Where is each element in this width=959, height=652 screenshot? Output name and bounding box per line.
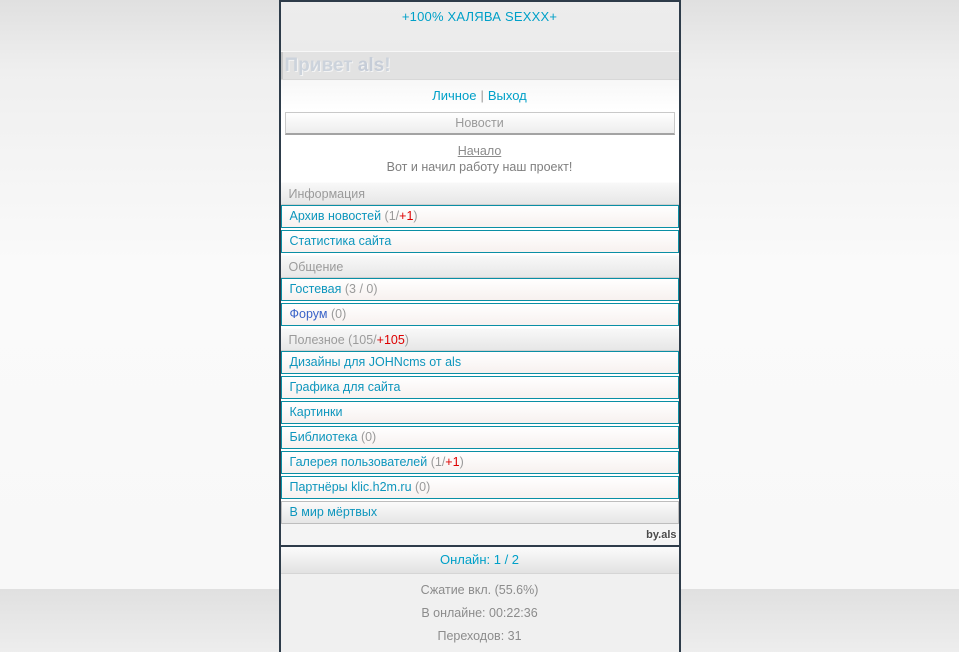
stat-online-time: В онлайне: 00:22:36 bbox=[421, 606, 538, 620]
news-post-body: Вот и начил работу наш проект! bbox=[386, 160, 573, 174]
section-header-useful: Полезное (105/+105) bbox=[281, 328, 679, 351]
stat-page-views: Переходов: 31 bbox=[437, 629, 522, 643]
site-header bbox=[281, 0, 679, 51]
main-content bbox=[281, 80, 679, 524]
username: als bbox=[357, 55, 385, 76]
news-post bbox=[281, 138, 679, 182]
menu-link-guestbook[interactable]: Гостевая (3 / 0) bbox=[281, 278, 679, 301]
credit-line bbox=[281, 524, 679, 545]
menu-link-johncms-designs[interactable]: Дизайны для JOHNcms от als bbox=[281, 351, 679, 374]
greeting-band bbox=[281, 51, 679, 80]
section-header-information: Информация bbox=[281, 182, 679, 205]
menu-link-news-archive[interactable]: Архив новостей (1/+1) bbox=[281, 205, 679, 228]
menu-link-world-of-dead[interactable]: В мир мёртвых bbox=[281, 501, 679, 524]
section-header-communication: Общение bbox=[281, 255, 679, 278]
nav-separator: | bbox=[480, 88, 484, 103]
news-bar-button[interactable]: Новости bbox=[285, 112, 675, 135]
logout-link[interactable]: Выход bbox=[487, 88, 527, 103]
menu-link-site-statistics[interactable]: Статистика сайта bbox=[281, 230, 679, 253]
greeting-text: Привет als! bbox=[284, 55, 391, 76]
menu-link-site-graphics[interactable]: Графика для сайта bbox=[281, 376, 679, 399]
author-credit: by.als bbox=[646, 529, 677, 541]
personal-link[interactable]: Личное bbox=[432, 88, 477, 103]
menu-link-library[interactable]: Библиотека (0) bbox=[281, 426, 679, 449]
menu-link-partners[interactable]: Партнёры klic.h2m.ru (0) bbox=[281, 476, 679, 499]
user-nav bbox=[281, 80, 679, 110]
menu-link-user-gallery[interactable]: Галерея пользователей (1/+1) bbox=[281, 451, 679, 474]
footer-stats bbox=[281, 574, 679, 652]
menu-link-forum[interactable]: Форум (0) bbox=[281, 303, 679, 326]
news-post-title-link[interactable]: Начало bbox=[457, 144, 502, 158]
online-counter-bar[interactable]: Онлайн: 1 / 2 bbox=[281, 545, 679, 574]
menu-link-pictures[interactable]: Картинки bbox=[281, 401, 679, 424]
content-column bbox=[279, 0, 681, 652]
site-title: +100% ХАЛЯВА SEXXX+ bbox=[401, 9, 558, 24]
stat-compression: Сжатие вкл. (55.6%) bbox=[420, 583, 539, 597]
